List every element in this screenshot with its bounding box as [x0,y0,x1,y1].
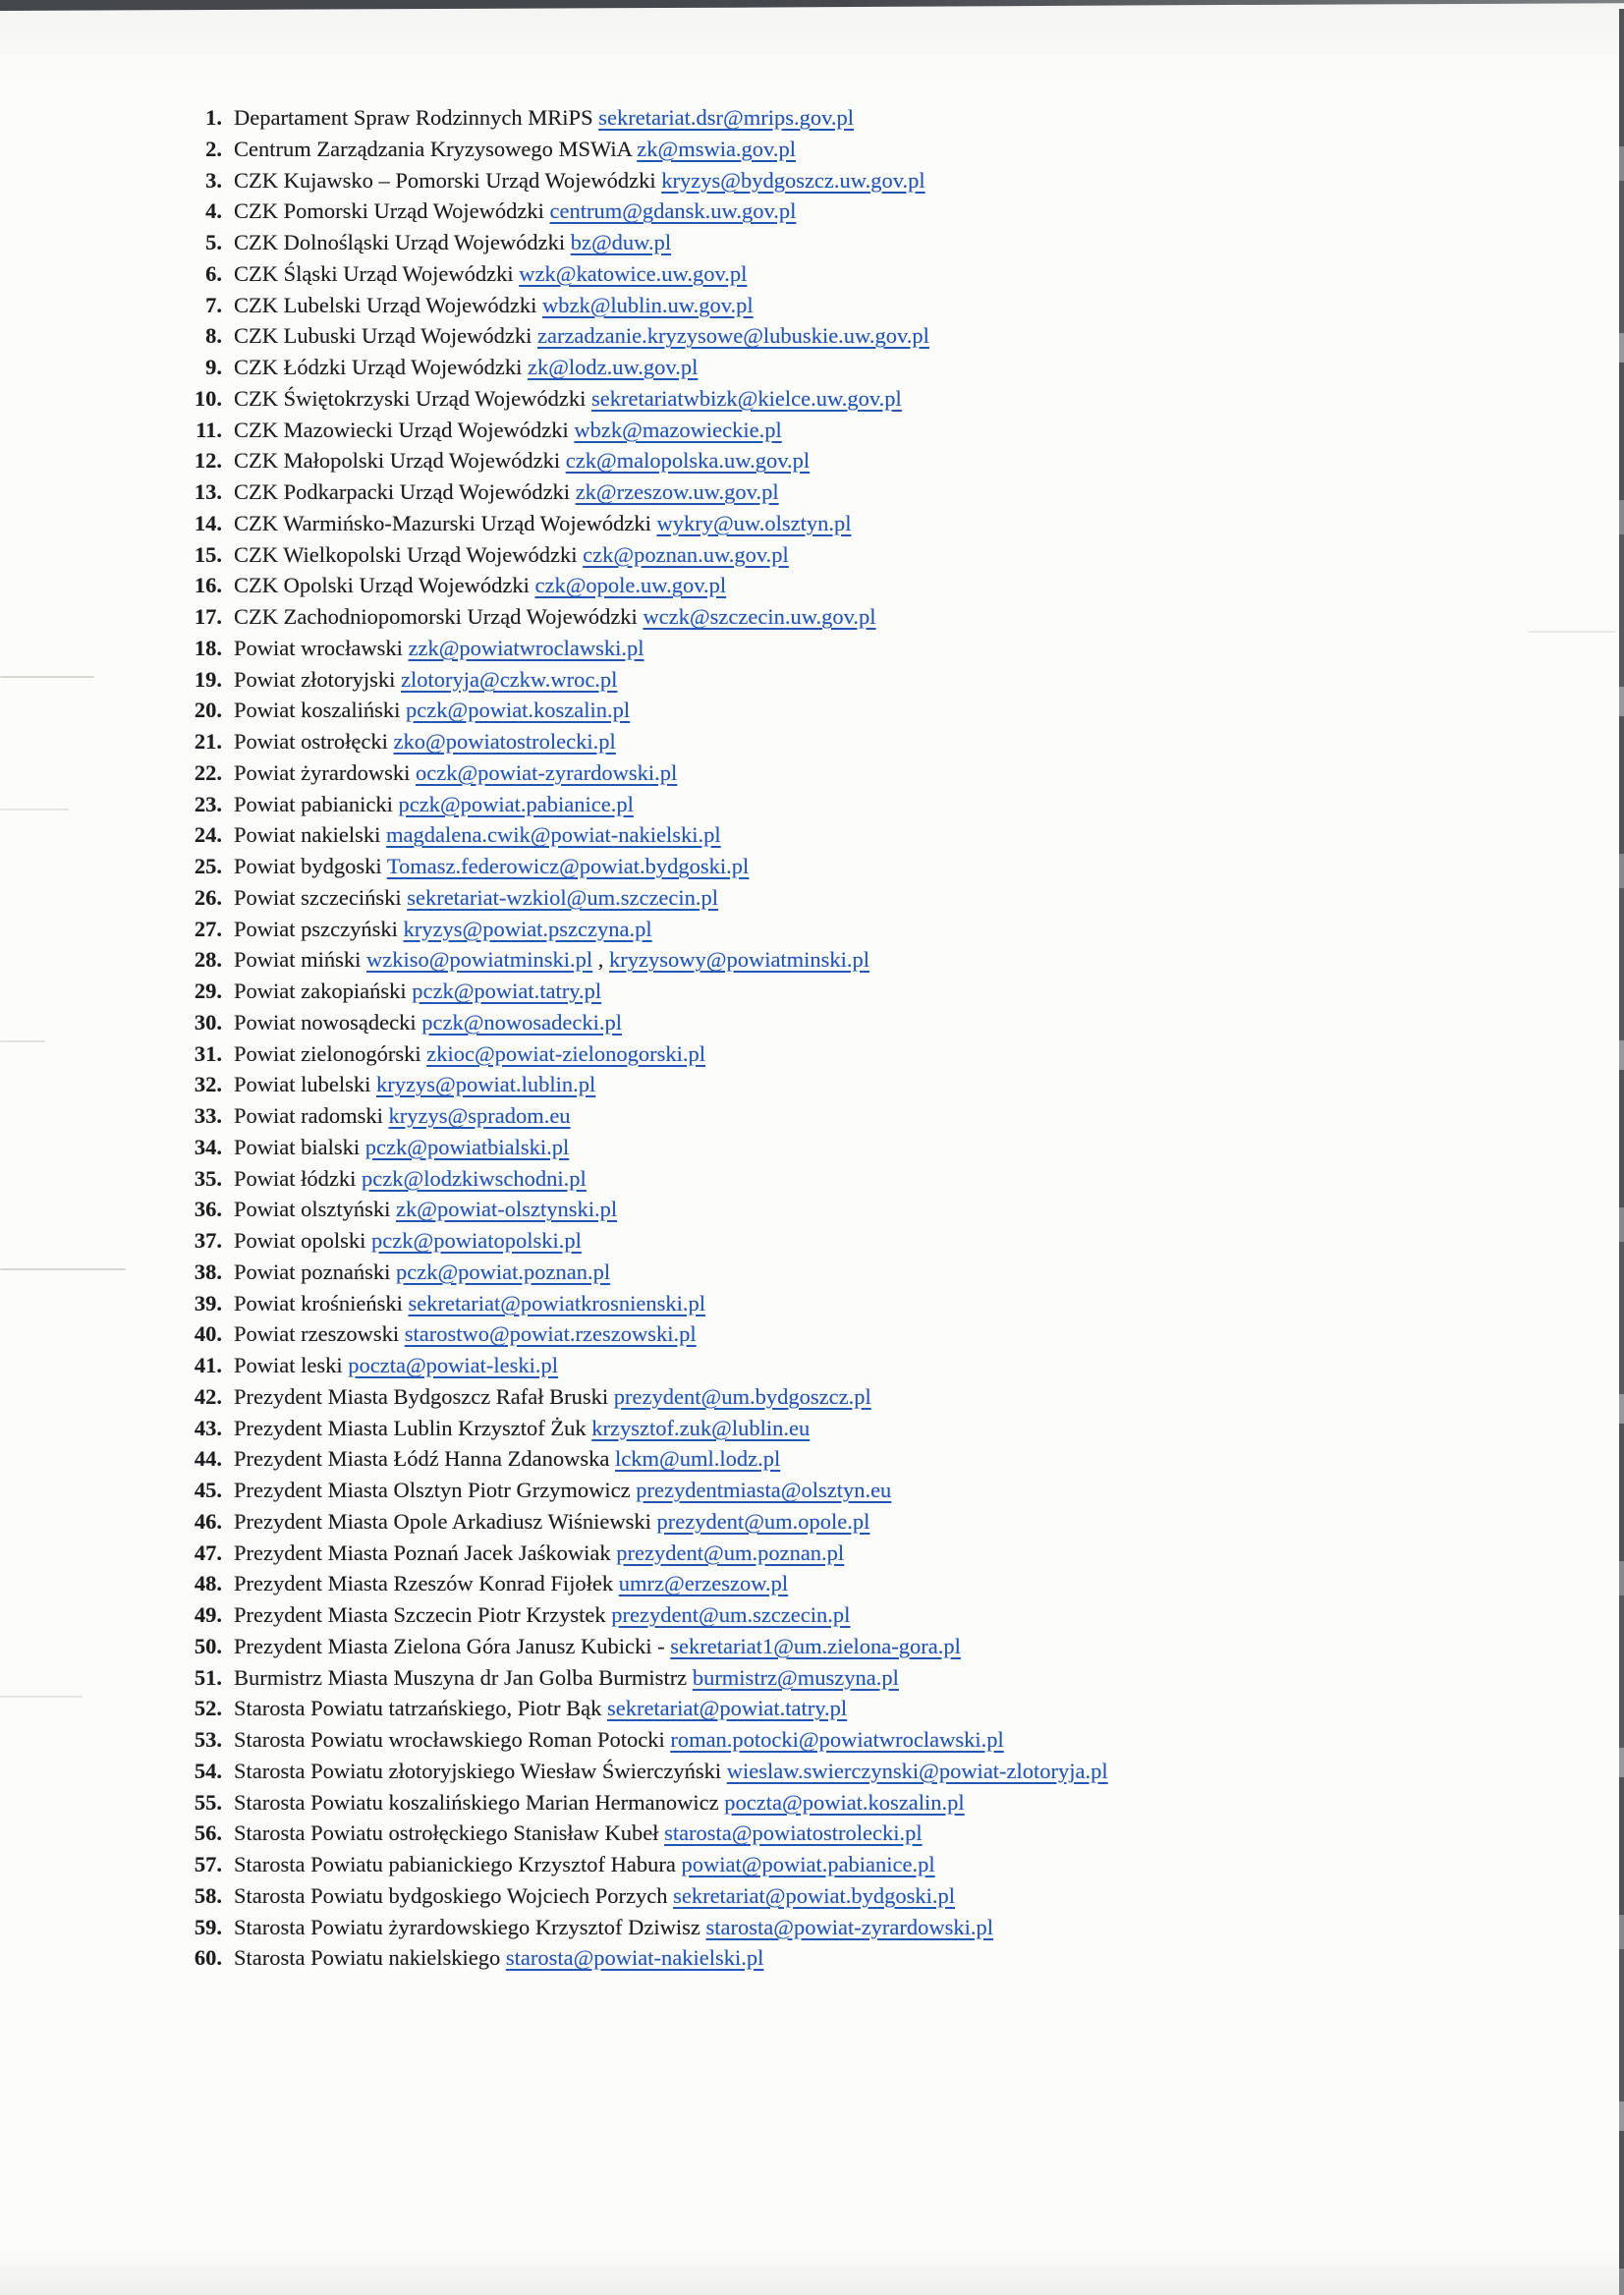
list-item-number: 28. [194,947,222,973]
list-item [0,1756,1611,1787]
list-item [0,352,1611,383]
list-item-number: 9. [205,355,222,379]
list-item-number: 6. [205,260,222,286]
list-item [0,1568,1611,1599]
list-item-number: 29. [194,979,222,1003]
list-item-text: Powiat pszczyński kryzys@powiat.pszczyna.pl [234,916,652,941]
list-item-text: Prezydent Miasta Łódź Hanna Zdanowska lckm@uml.lodz.pl [234,1446,781,1472]
list-item-text: Burmistrz Miasta Muszyna dr Jan Golba Burmistrz burmistrz@muszyna.pl [234,1664,899,1690]
email-link[interactable]: zko@powiatostrolecki.pl [393,729,616,754]
list-item-number: 22. [194,759,222,785]
list-item-text: Starosta Powiatu wrocławskiego Roman Potocki roman.potocki@powiatwroclawski.pl [234,1727,1004,1752]
list-item-number: 32. [194,1072,222,1097]
email-link[interactable]: zkioc@powiat-zielonogorski.pl [426,1040,706,1066]
list-item-text: Powiat nakielski magdalena.cwik@powiat-nakielski.pl [234,822,721,848]
list-item-number: 3. [205,167,222,193]
email-link[interactable]: sekretariat1@um.zielona-gora.pl [670,1633,961,1658]
email-link[interactable]: wieslaw.swierczynski@powiat-zlotoryja.pl [726,1758,1108,1783]
list-item-text: Powiat zielonogórski zkioc@powiat-zielonogorski.pl [234,1040,706,1066]
list-item-number: 25. [194,854,222,878]
email-link[interactable]: sekretariat.dsr@mrips.gov.pl [598,105,855,130]
email-link[interactable]: pczk@powiatbialski.pl [364,1134,570,1159]
list-item-number: 17. [194,604,222,629]
list-item-text: Prezydent Miasta Poznań Jacek Jaśkowiak prezydent@um.poznan.pl [234,1539,845,1565]
list-item-text: Powiat rzeszowski starostwo@powiat.rzeszowski.pl [234,1321,697,1347]
list-item-number: 60. [194,1945,222,1971]
email-link[interactable]: prezydent@um.poznan.pl [616,1539,845,1565]
list-item [0,383,1611,415]
list-item-number: 54. [194,1758,222,1783]
list-item-text: Powiat łódzki pczk@lodzkiwschodni.pl [234,1165,587,1191]
email-link[interactable]: kryzysowy@powiatminski.pl [608,947,870,973]
list-item-text: CZK Warmińsko-Mazurski Urząd Wojewódzki wykry@uw.olsztyn.pl [234,510,852,535]
list-item [0,570,1611,601]
scan-artifact-right-edge [1619,9,1624,2295]
list-item-number: 50. [194,1633,222,1658]
list-item [0,1413,1611,1444]
list-item [0,196,1611,227]
list-item-text: Starosta Powiatu tatrzańskiego, Piotr Bąk sekretariat@powiat.tatry.pl [234,1696,848,1721]
email-link[interactable]: poczta@powiat.koszalin.pl [724,1789,965,1815]
email-link[interactable]: kryzys@spradom.eu [388,1103,571,1128]
email-link[interactable]: pczk@lodzkiwschodni.pl [362,1165,587,1191]
list-item-text: CZK Pomorski Urząd Wojewódzki centrum@gdansk.uw.gov.pl [234,198,797,224]
list-item-text: Powiat radomski kryzys@spradom.eu [234,1103,571,1128]
list-item [0,1038,1611,1070]
list-item-text: Prezydent Miasta Szczecin Piotr Krzystek prezydent@um.szczecin.pl [234,1602,851,1627]
list-item-number: 20. [194,698,222,723]
email-link[interactable]: krzysztof.zuk@lublin.eu [591,1415,811,1440]
email-link[interactable]: kryzys@bydgoszcz.uw.gov.pl [661,167,925,193]
list-item-number: 14. [194,510,222,535]
email-link[interactable]: wbzk@lublin.uw.gov.pl [541,292,754,317]
email-link[interactable]: wzkiso@powiatminski.pl [366,947,593,973]
email-link[interactable]: pczk@powiat.poznan.pl [395,1259,611,1284]
list-item-text: Powiat olsztyński zk@powiat-olsztynski.pl [234,1197,618,1222]
list-item-text: Centrum Zarządzania Kryzysowego MSWiA zk@mswia.gov.pl [234,136,796,161]
list-item-number: 45. [194,1478,222,1502]
list-item-text: Starosta Powiatu żyrardowskiego Krzysztof Dziwisz starosta@powiat-zyrardowski.pl [234,1914,994,1939]
list-item-text: CZK Zachodniopomorski Urząd Wojewódzki wczk@szczecin.uw.gov.pl [234,604,876,629]
list-item [0,633,1611,664]
list-item-number: 10. [194,385,222,411]
list-item-text: CZK Wielkopolski Urząd Wojewódzki czk@poznan.uw.gov.pl [234,541,789,567]
list-item-number: 21. [194,729,222,754]
email-link[interactable]: pczk@powiatopolski.pl [371,1228,582,1253]
list-item-text: Powiat złotoryjski zlotoryja@czkw.wroc.pl [234,666,618,692]
list-item-text: Starosta Powiatu pabianickiego Krzysztof Habura powiat@powiat.pabianice.pl [234,1852,935,1876]
email-link[interactable]: sekretariat@powiatkrosnienski.pl [408,1290,706,1315]
email-link[interactable]: prezydent@um.opole.pl [656,1508,870,1534]
list-item-number: 49. [194,1602,222,1627]
list-item-number: 26. [194,884,222,910]
list-item-text: Prezydent Miasta Bydgoszcz Rafał Bruski prezydent@um.bydgoszcz.pl [234,1383,871,1409]
list-item [0,882,1611,914]
list-item-text: CZK Lubelski Urząd Wojewódzki wbzk@lublin.uw.gov.pl [234,292,754,317]
list-item-number: 48. [194,1571,222,1596]
list-item-text: Powiat koszaliński pczk@powiat.koszalin.pl [234,698,631,723]
list-item-number: 23. [194,791,222,816]
list-item [0,258,1611,290]
email-link[interactable]: wczk@szczecin.uw.gov.pl [643,604,876,629]
list-item-number: 47. [194,1539,222,1565]
email-link[interactable]: zk@powiat-olsztynski.pl [396,1197,618,1222]
list-item-number: 40. [194,1321,222,1347]
email-link[interactable]: wykry@uw.olsztyn.pl [656,510,852,535]
list-item-text: CZK Kujawsko – Pomorski Urząd Wojewódzki kryzys@bydgoszcz.uw.gov.pl [234,167,925,193]
list-item [0,290,1611,321]
email-link[interactable]: prezydent@um.bydgoszcz.pl [613,1383,871,1409]
list-item-text: Starosta Powiatu złotoryjskiego Wiesław Świerczyński wieslaw.swierczynski@powiat-zlotoryja.pl [234,1758,1108,1783]
list-item [0,227,1611,258]
email-link[interactable]: czk@poznan.uw.gov.pl [583,541,789,567]
email-link[interactable]: prezydentmiasta@olsztyn.eu [636,1478,892,1502]
email-link[interactable]: umrz@erzeszow.pl [618,1571,789,1596]
list-item [0,1381,1611,1413]
email-link[interactable]: zk@lodz.uw.gov.pl [527,355,699,379]
contact-list [0,102,1611,1974]
list-item-number: 15. [194,541,222,567]
list-item [0,165,1611,196]
list-item-number: 18. [194,635,222,660]
list-item [0,1599,1611,1631]
email-link[interactable]: zk@mswia.gov.pl [637,136,796,161]
list-item-number: 2. [205,136,222,161]
list-item [0,1693,1611,1724]
email-link[interactable]: sekretariat-wzkiol@um.szczecin.pl [407,884,719,910]
list-item-number: 16. [194,573,222,598]
list-item-text: Powiat szczeciński sekretariat-wzkiol@um.szczecin.pl [234,884,719,910]
list-item-text: Starosta Powiatu nakielskiego starosta@powiat-nakielski.pl [234,1945,764,1971]
list-item [0,664,1611,696]
list-item [0,1849,1611,1880]
list-item [0,976,1611,1007]
list-item [0,508,1611,539]
list-item [0,1257,1611,1288]
list-item-text: Powiat lubelski kryzys@powiat.lublin.pl [234,1072,596,1097]
email-link[interactable]: lckm@uml.lodz.pl [615,1446,781,1472]
list-item [0,1007,1611,1038]
list-item [0,134,1611,165]
email-link[interactable]: powiat@powiat.pabianice.pl [681,1852,935,1876]
list-item-number: 19. [194,666,222,692]
list-item-number: 4. [205,198,222,224]
list-item [0,1069,1611,1100]
list-item [0,1506,1611,1538]
email-link[interactable]: burmistrz@muszyna.pl [692,1664,899,1690]
list-item-text: Powiat żyrardowski oczk@powiat-zyrardowski.pl [234,759,678,785]
email-link[interactable]: wbzk@mazowieckie.pl [574,417,782,442]
list-item-text: CZK Dolnośląski Urząd Wojewódzki bz@duw.pl [234,230,672,254]
list-item-number: 43. [194,1415,222,1440]
list-item-text: Powiat poznański pczk@powiat.poznan.pl [234,1259,611,1284]
list-item-number: 57. [194,1852,222,1876]
email-link[interactable]: wzk@katowice.uw.gov.pl [519,260,748,286]
list-item [0,757,1611,789]
list-item [0,320,1611,352]
list-item-text: Prezydent Miasta Olsztyn Piotr Grzymowicz prezydentmiasta@olsztyn.eu [234,1478,892,1502]
list-item-number: 53. [194,1727,222,1752]
email-link[interactable]: zk@rzeszow.uw.gov.pl [575,479,779,504]
list-item-text: CZK Małopolski Urząd Wojewódzki czk@malopolska.uw.gov.pl [234,448,811,474]
list-item [0,1538,1611,1569]
list-item-text: Prezydent Miasta Lublin Krzysztof Żuk krzysztof.zuk@lublin.eu [234,1415,811,1440]
list-item-number: 44. [194,1446,222,1472]
list-item [0,539,1611,571]
email-link[interactable]: sekretariat@powiat.bydgoski.pl [673,1882,955,1908]
list-item-text: CZK Podkarpacki Urząd Wojewódzki zk@rzeszow.uw.gov.pl [234,479,779,504]
list-item [0,944,1611,976]
list-item-number: 27. [194,916,222,941]
list-item [0,102,1611,134]
list-item-text: Departament Spraw Rodzinnych MRiPS sekretariat.dsr@mrips.gov.pl [234,105,855,130]
list-item-number: 58. [194,1882,222,1908]
list-item [0,1288,1611,1319]
list-item [0,1912,1611,1943]
email-link[interactable]: zzk@powiatwroclawski.pl [408,635,644,660]
list-item-text: Powiat nowosądecki pczk@nowosadecki.pl [234,1009,623,1035]
email-link[interactable]: starostwo@powiat.rzeszowski.pl [404,1321,697,1347]
email-link[interactable]: prezydent@um.szczecin.pl [611,1602,851,1627]
list-item-number: 55. [194,1789,222,1815]
email-link[interactable]: magdalena.cwik@powiat-nakielski.pl [385,822,721,848]
list-item [0,914,1611,945]
list-item-text: Powiat zakopiański pczk@powiat.tatry.pl [234,979,602,1003]
list-item-text: CZK Mazowiecki Urząd Wojewódzki wbzk@mazowieckie.pl [234,417,782,442]
list-item [0,1194,1611,1225]
email-link[interactable]: zarzadzanie.kryzysowe@lubuskie.uw.gov.pl [536,323,929,349]
list-item [0,1818,1611,1849]
email-link[interactable]: zlotoryja@czkw.wroc.pl [401,666,618,692]
list-item [0,1443,1611,1475]
list-item-text: CZK Łódzki Urząd Wojewódzki zk@lodz.uw.gov.pl [234,355,699,379]
list-item-number: 24. [194,822,222,848]
list-item-number: 7. [205,292,222,317]
list-item-number: 11. [196,417,222,442]
list-item-number: 46. [194,1508,222,1534]
email-link[interactable]: Tomasz.federowicz@powiat.bydgoski.pl [386,854,750,878]
list-item [0,1132,1611,1163]
email-link[interactable]: kryzys@powiat.pszczyna.pl [403,916,652,941]
list-item-number: 30. [194,1009,222,1035]
list-item-number: 37. [194,1228,222,1253]
list-item [0,819,1611,851]
list-item-text: Prezydent Miasta Rzeszów Konrad Fijołek umrz@erzeszow.pl [234,1571,789,1596]
list-item-number: 35. [194,1165,222,1191]
list-item [0,601,1611,633]
list-item [0,1100,1611,1132]
list-item-text: Powiat pabianicki pczk@powiat.pabianice.pl [234,791,634,816]
list-item [0,1318,1611,1350]
list-item-text: Powiat wrocławski zzk@powiatwroclawski.pl [234,635,644,660]
list-item-number: 51. [194,1664,222,1690]
email-link[interactable]: sekretariat@powiat.tatry.pl [606,1696,848,1721]
list-item-text: Starosta Powiatu bydgoskiego Wojciech Porzych sekretariat@powiat.bydgoski.pl [234,1882,955,1908]
list-item-text: Powiat opolski pczk@powiatopolski.pl [234,1228,582,1253]
list-item-number: 8. [205,323,222,349]
email-link[interactable]: starosta@powiat-zyrardowski.pl [705,1914,994,1939]
list-item-number: 31. [194,1040,222,1066]
list-item-number: 33. [194,1103,222,1128]
email-link[interactable]: pczk@powiat.koszalin.pl [406,698,631,723]
list-item-text: Powiat miński wzkiso@powiatminski.pl , kryzysowy@powiatminski.pl [234,947,870,973]
email-link[interactable]: bz@duw.pl [570,230,672,254]
list-item-number: 12. [194,448,222,474]
list-item [0,1475,1611,1506]
email-link[interactable]: kryzys@powiat.lublin.pl [376,1072,596,1097]
list-item-text: Starosta Powiatu ostrołęckiego Stanisław Kubeł starosta@powiatostrolecki.pl [234,1820,923,1846]
list-item [0,1631,1611,1662]
list-item [0,445,1611,476]
list-item [0,1350,1611,1381]
list-item [0,1724,1611,1756]
list-item-number: 38. [194,1259,222,1284]
email-link[interactable]: centrum@gdansk.uw.gov.pl [549,198,797,224]
list-item [0,1942,1611,1974]
list-item-number: 59. [194,1914,222,1939]
email-link[interactable]: starosta@powiat-nakielski.pl [505,1945,764,1971]
scan-artifact-top-edge [0,0,1624,11]
list-item-number: 13. [194,479,222,504]
list-item-number: 41. [194,1353,222,1377]
email-link[interactable]: pczk@powiat.pabianice.pl [398,791,634,816]
list-item-text: CZK Lubuski Urząd Wojewódzki zarzadzanie.kryzysowe@lubuskie.uw.gov.pl [234,323,929,349]
list-item [0,789,1611,820]
list-item [0,1225,1611,1257]
email-link[interactable]: roman.potocki@powiatwroclawski.pl [670,1727,1004,1752]
list-item-text: CZK Świętokrzyski Urząd Wojewódzki sekretariatwbizk@kielce.uw.gov.pl [234,385,902,411]
list-item-number: 56. [194,1820,222,1846]
list-item-text: Starosta Powiatu koszalińskiego Marian Hermanowicz poczta@powiat.koszalin.pl [234,1789,965,1815]
email-link[interactable]: oczk@powiat-zyrardowski.pl [415,759,678,785]
list-item-text: Powiat leski poczta@powiat-leski.pl [234,1353,559,1377]
list-item-number: 39. [194,1290,222,1315]
list-item [0,1787,1611,1819]
list-item [0,1662,1611,1694]
list-item-number: 1. [205,105,222,130]
list-item [0,415,1611,446]
list-item [0,695,1611,726]
list-item-text: Prezydent Miasta Opole Arkadiusz Wiśniewski prezydent@um.opole.pl [234,1508,870,1534]
list-item [0,1880,1611,1912]
list-item [0,851,1611,882]
email-link[interactable]: poczta@powiat-leski.pl [348,1353,559,1377]
list-item-number: 42. [194,1383,222,1409]
email-link[interactable]: pczk@nowosadecki.pl [421,1009,623,1035]
list-item [0,726,1611,757]
list-item-number: 5. [205,230,222,254]
list-item-number: 52. [194,1696,222,1721]
email-link[interactable]: pczk@powiat.tatry.pl [412,979,602,1003]
list-item-number: 36. [194,1197,222,1222]
list-item-text: Powiat ostrołęcki zko@powiatostrolecki.pl [234,729,616,754]
list-item-text: CZK Opolski Urząd Wojewódzki czk@opole.uw.gov.pl [234,573,727,598]
list-item-text: CZK Śląski Urząd Wojewódzki wzk@katowice.uw.gov.pl [234,260,748,286]
list-item-text: Powiat bydgoski Tomasz.federowicz@powiat.bydgoski.pl [234,854,750,878]
list-item-text: Prezydent Miasta Zielona Góra Janusz Kubicki - sekretariat1@um.zielona-gora.pl [234,1633,961,1658]
list-item-number: 34. [194,1134,222,1159]
list-item [0,1163,1611,1195]
email-link[interactable]: starosta@powiatostrolecki.pl [664,1820,923,1846]
list-item-text: Powiat bialski pczk@powiatbialski.pl [234,1134,570,1159]
email-link[interactable]: sekretariatwbizk@kielce.uw.gov.pl [590,385,902,411]
list-item-text: Powiat krośnieński sekretariat@powiatkrosnienski.pl [234,1290,706,1315]
list-item [0,476,1611,508]
email-link[interactable]: czk@malopolska.uw.gov.pl [565,448,811,474]
email-link[interactable]: czk@opole.uw.gov.pl [534,573,727,598]
